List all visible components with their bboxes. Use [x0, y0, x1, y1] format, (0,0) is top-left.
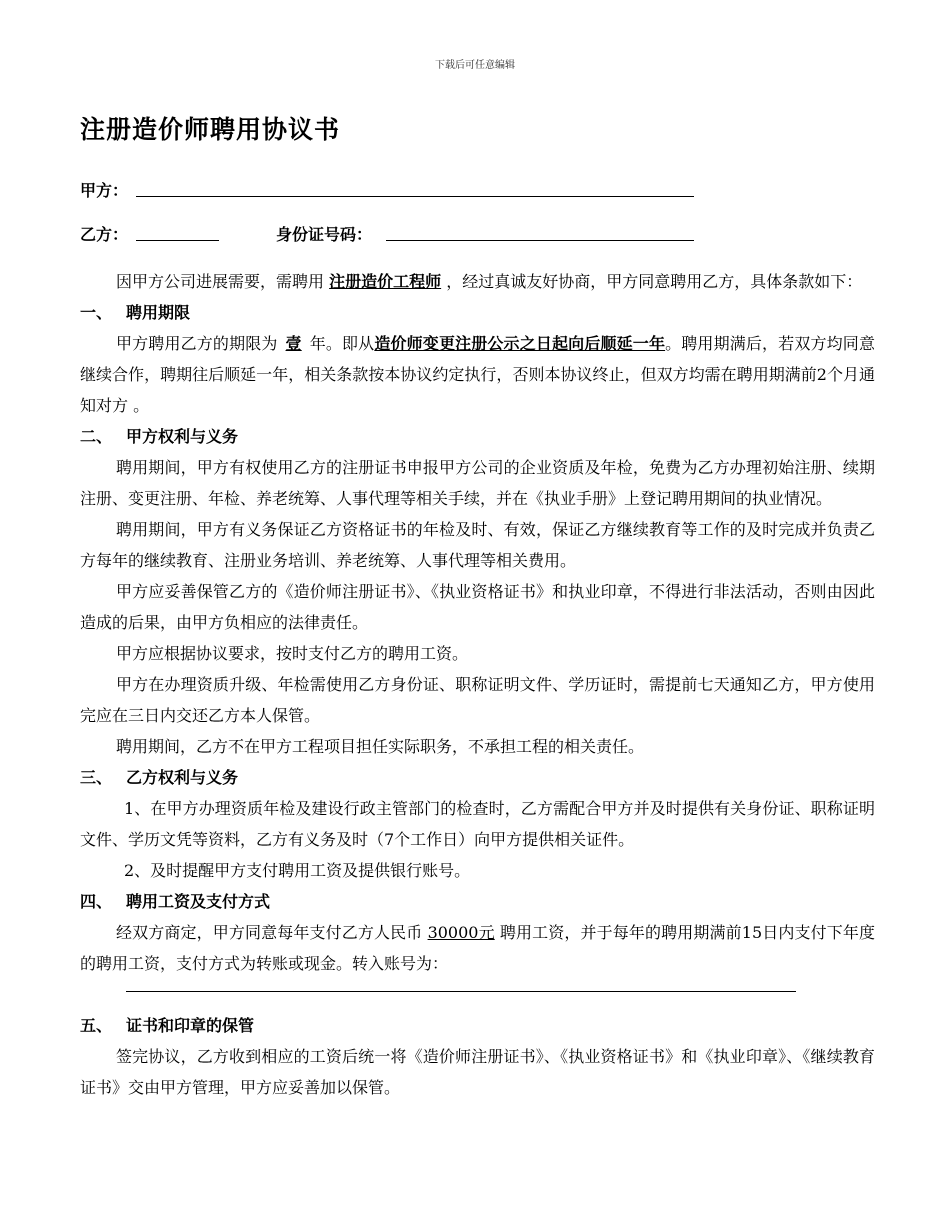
section-2-paragraph-1: 聘用期间，甲方有权使用乙方的注册证书申报甲方公司的企业资质及年检，免费为乙方办理初始注册、续期注册、变更注册、年检、养老统筹、人事代理等相关手续，并在《执业手册》上登记聘用期间的执业情况。: [80, 458, 875, 508]
header-note: 下载后可任意编辑: [435, 60, 515, 71]
section-4-paragraph: 经双方商定，甲方同意每年支付乙方人民币 30000元 聘用工资，并于每年的聘用期满前15日内支付下年度的聘用工资，支付方式为转账或现金。转入账号为：: [80, 923, 875, 973]
section-2-paragraph-5: 甲方在办理资质升级、年检需使用乙方身份证、职称证明文件、学历证时，需提前七天通知乙方，甲方使用完应在三日内交还乙方本人保管。: [80, 675, 875, 725]
account-number-line: [126, 991, 796, 992]
section-5-heading: 五、 证书和印章的保管: [80, 1016, 255, 1035]
section-3-item-1: 1、在甲方办理资质年检及建设行政主管部门的检查时，乙方需配合甲方并及时提供有关身份证、职称证明文件、学历文凭等资料，乙方有义务及时（7个工作日）向甲方提供相关证件。: [80, 799, 875, 849]
party-b-label: 乙方：: [80, 225, 129, 244]
section-5-paragraph: 签完协议，乙方收到相应的工资后统一将《造价师注册证书》、《执业资格证书》和《执业印章》、《继续教育证书》交由甲方管理，甲方应妥善加以保管。: [80, 1047, 875, 1097]
section-2-paragraph-6: 聘用期间，乙方不在甲方工程项目担任实际职务，不承担工程的相关责任。: [116, 737, 645, 756]
section-1-heading: 一、 聘用期限: [80, 303, 191, 322]
term-period: 造价师变更注册公示之日起向后顺延一年: [374, 334, 666, 353]
salary-amount: 30000元: [427, 923, 495, 942]
section-4-heading: 四、 聘用工资及支付方式: [80, 892, 271, 911]
section-1-paragraph: 甲方聘用乙方的期限为 壹 年。即从造价师变更注册公示之日起向后顺延一年。聘用期满后，若双方均同意继续合作，聘期往后顺延一年，相关条款按本协议约定执行，否则本协议终止，但双方均需在聘用期满前2个月通知对方 。: [80, 334, 875, 415]
section-2-heading: 二、 甲方权利与义务: [80, 427, 239, 446]
document-title: 注册造价师聘用协议书: [80, 115, 341, 144]
section-3-heading: 三、 乙方权利与义务: [80, 768, 239, 787]
party-a-blank-line: [136, 196, 694, 197]
id-number-blank-line: [386, 240, 694, 241]
term-years: 壹: [285, 334, 302, 353]
position-name: 注册造价工程师: [329, 272, 442, 291]
id-number-label: 身份证号码：: [276, 225, 373, 244]
intro-paragraph: 因甲方公司进展需要，需聘用 注册造价工程师 ，经过真诚友好协商，甲方同意聘用乙方，具体条款如下：: [116, 272, 863, 291]
party-b-blank-line: [136, 240, 219, 241]
section-2-paragraph-4: 甲方应根据协议要求，按时支付乙方的聘用工资。: [116, 644, 469, 663]
section-2-paragraph-2: 聘用期间，甲方有义务保证乙方资格证书的年检及时、有效，保证乙方继续教育等工作的及时完成并负责乙方每年的继续教育、注册业务培训、养老统筹、人事代理等相关费用。: [80, 520, 875, 570]
party-a-label: 甲方：: [80, 181, 129, 200]
contract-body: [80, 266, 875, 1103]
account-number-blank: [80, 979, 875, 1010]
section-2-paragraph-3: 甲方应妥善保管乙方的《造价师注册证书》、《执业资格证书》和执业印章，不得进行非法活动，否则由因此造成的后果，由甲方负相应的法律责任。: [80, 582, 875, 632]
section-3-item-2: 2、及时提醒甲方支付聘用工资及提供银行账号。: [124, 861, 471, 880]
